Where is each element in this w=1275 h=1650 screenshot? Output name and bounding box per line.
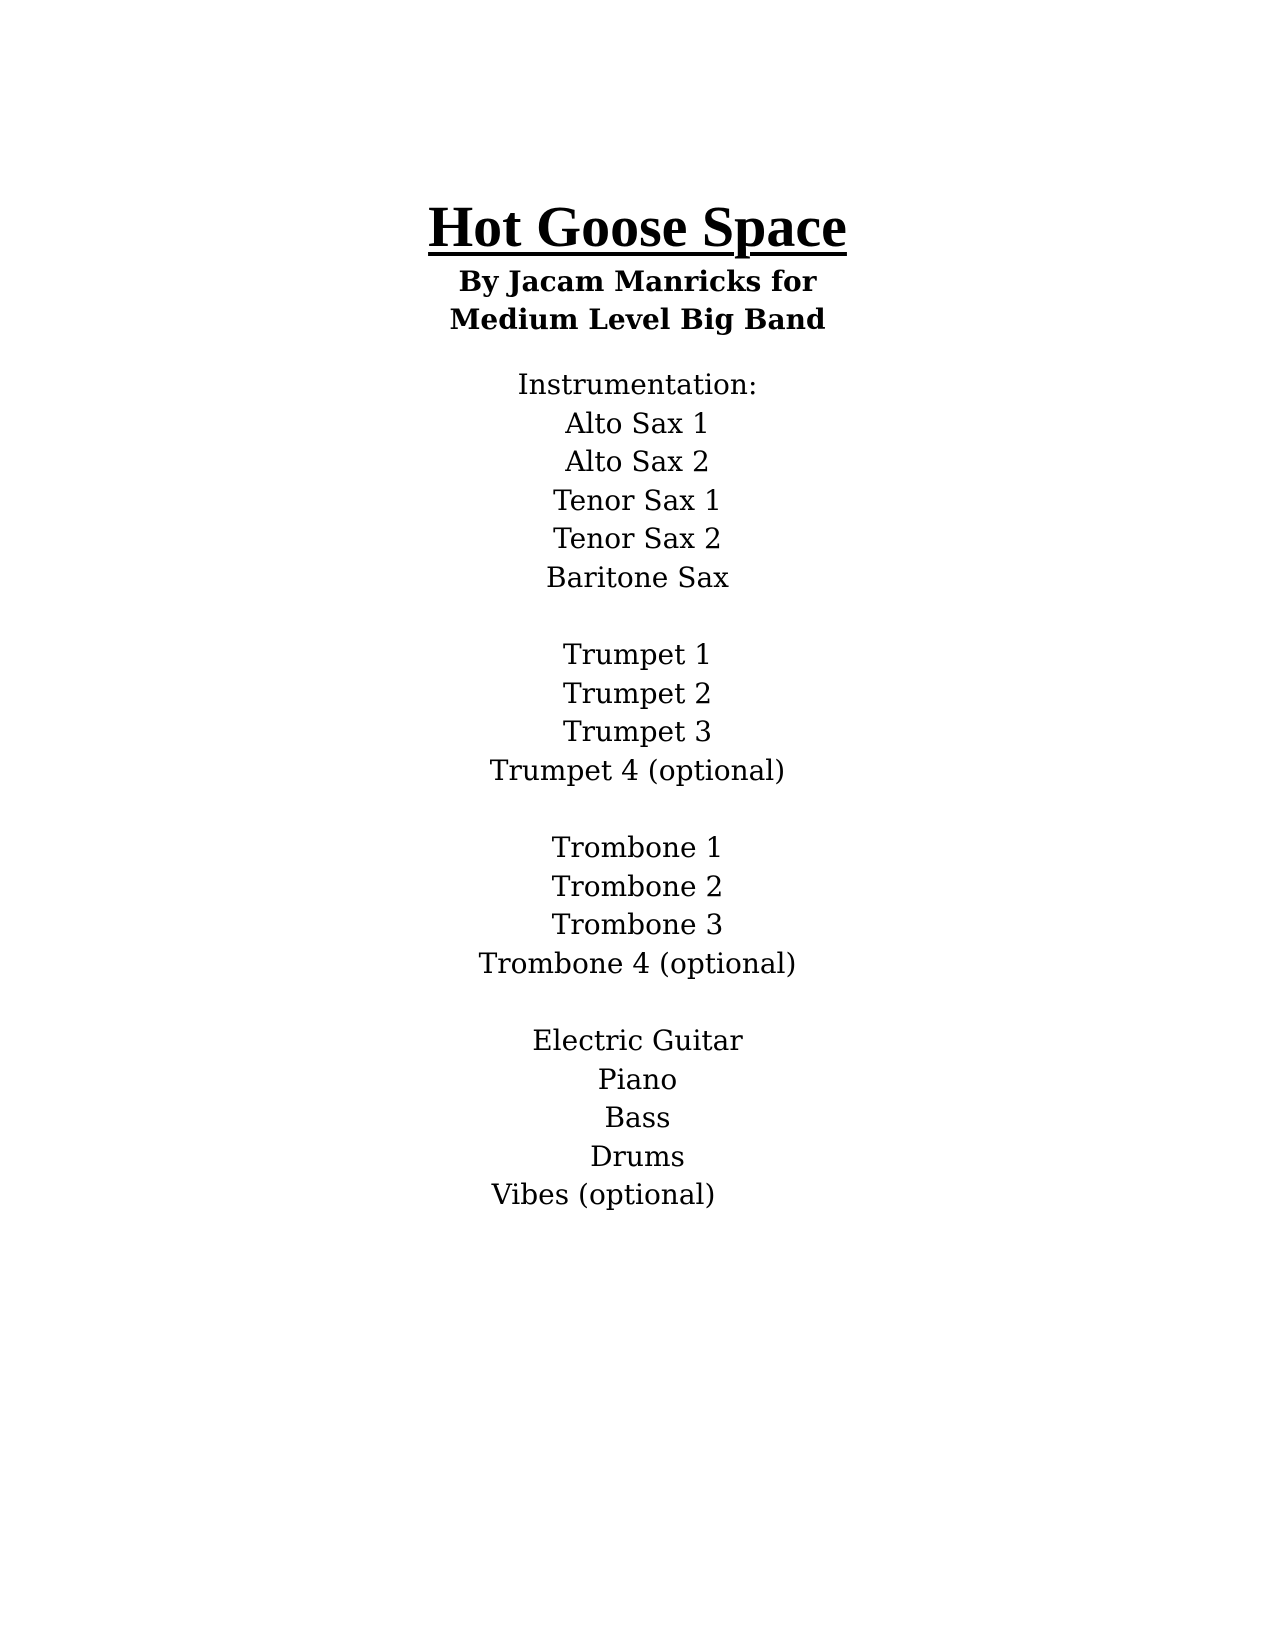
rhythm-section xyxy=(0,1022,1275,1215)
instrumentation-label: Instrumentation: xyxy=(517,368,758,401)
trombone-section xyxy=(0,829,1275,983)
section-spacer xyxy=(0,791,1275,830)
instrument-item: Vibes (optional) xyxy=(491,1178,716,1212)
instrument-item: Trombone 4 (optional) xyxy=(478,946,797,980)
section-spacer xyxy=(0,984,1275,1023)
instrument-item: Electric Guitar xyxy=(532,1024,743,1058)
subtitle-line-2: Medium Level Big Band xyxy=(449,303,826,336)
instrument-item: Trombone 3 xyxy=(551,908,724,942)
instrument-item: Tenor Sax 1 xyxy=(553,483,722,517)
instrumentation-list xyxy=(0,366,1275,1215)
instrument-item: Trumpet 3 xyxy=(562,715,713,749)
saxophone-section xyxy=(0,405,1275,598)
instrument-item: Trumpet 2 xyxy=(562,676,713,710)
instrument-item: Tenor Sax 2 xyxy=(553,522,722,556)
subtitle-line-1: By Jacam Manricks for xyxy=(458,265,817,298)
instrument-item: Trumpet 1 xyxy=(562,638,713,672)
section-spacer xyxy=(0,598,1275,637)
instrument-item: Trumpet 4 (optional) xyxy=(489,753,786,787)
instrument-item: Trombone 1 xyxy=(551,831,724,865)
instrument-item: Alto Sax 2 xyxy=(565,445,710,479)
document-subtitle xyxy=(0,263,1275,339)
document-title: Hot Goose Space xyxy=(428,194,847,259)
instrument-item: Piano xyxy=(597,1062,678,1096)
instrument-item: Baritone Sax xyxy=(546,560,729,594)
instrument-item: Bass xyxy=(604,1101,671,1135)
instrument-item: Drums xyxy=(590,1139,685,1173)
trumpet-section xyxy=(0,636,1275,790)
instrument-item: Trombone 2 xyxy=(551,869,724,903)
instrument-item: Alto Sax 1 xyxy=(565,406,710,440)
